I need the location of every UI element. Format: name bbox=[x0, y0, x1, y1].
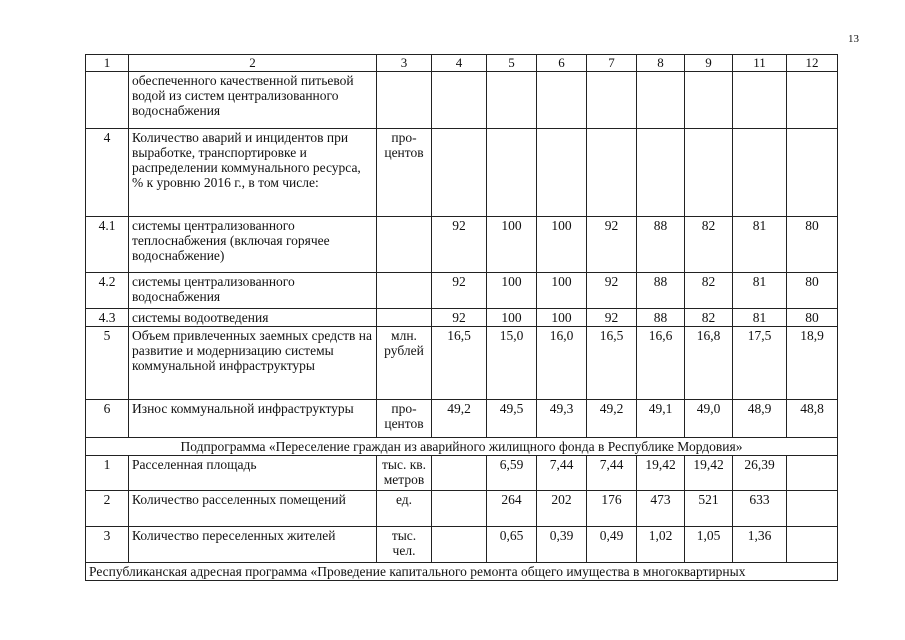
value-cell: 19,42 bbox=[685, 456, 733, 491]
value-cell: 7,44 bbox=[587, 456, 637, 491]
value-cell: 7,44 bbox=[537, 456, 587, 491]
value-cell bbox=[432, 456, 487, 491]
value-cell: 81 bbox=[733, 217, 787, 273]
value-cell: 6,59 bbox=[487, 456, 537, 491]
value-cell: 100 bbox=[537, 273, 587, 309]
value-cell: 80 bbox=[787, 309, 838, 327]
value-cell bbox=[733, 129, 787, 217]
row-number-cell: 6 bbox=[86, 400, 129, 438]
value-cell: 100 bbox=[487, 309, 537, 327]
unit-cell bbox=[377, 309, 432, 327]
value-cell bbox=[787, 72, 838, 129]
value-cell: 49,3 bbox=[537, 400, 587, 438]
value-cell: 16,6 bbox=[637, 327, 685, 400]
column-number-cell: 5 bbox=[487, 55, 537, 72]
value-cell bbox=[787, 456, 838, 491]
subprogram-row bbox=[86, 438, 838, 456]
row-number-cell: 4.2 bbox=[86, 273, 129, 309]
value-cell bbox=[787, 491, 838, 527]
header-row bbox=[86, 55, 838, 72]
column-number-cell: 3 bbox=[377, 55, 432, 72]
value-cell: 0,39 bbox=[537, 527, 587, 563]
value-cell bbox=[637, 129, 685, 217]
table-row bbox=[86, 72, 838, 129]
value-cell: 92 bbox=[432, 217, 487, 273]
value-cell: 473 bbox=[637, 491, 685, 527]
value-cell: 1,05 bbox=[685, 527, 733, 563]
row-number-cell: 4.3 bbox=[86, 309, 129, 327]
column-number-cell: 6 bbox=[537, 55, 587, 72]
value-cell: 82 bbox=[685, 273, 733, 309]
indicator-name-cell: Расселенная площадь bbox=[129, 456, 377, 491]
value-cell: 88 bbox=[637, 217, 685, 273]
unit-cell bbox=[377, 217, 432, 273]
value-cell bbox=[587, 72, 637, 129]
value-cell: 82 bbox=[685, 309, 733, 327]
value-cell: 17,5 bbox=[733, 327, 787, 400]
row-number-cell bbox=[86, 72, 129, 129]
value-cell bbox=[685, 72, 733, 129]
value-cell: 633 bbox=[733, 491, 787, 527]
value-cell bbox=[432, 491, 487, 527]
page-number: 13 bbox=[848, 33, 859, 45]
value-cell: 88 bbox=[637, 309, 685, 327]
value-cell: 1,02 bbox=[637, 527, 685, 563]
value-cell: 48,9 bbox=[733, 400, 787, 438]
column-number-cell: 1 bbox=[86, 55, 129, 72]
value-cell bbox=[537, 72, 587, 129]
row-number-cell: 4 bbox=[86, 129, 129, 217]
value-cell: 202 bbox=[537, 491, 587, 527]
value-cell: 0,49 bbox=[587, 527, 637, 563]
indicator-name-cell: Количество расселенных помещений bbox=[129, 491, 377, 527]
table-body bbox=[86, 55, 838, 581]
value-cell: 16,5 bbox=[587, 327, 637, 400]
value-cell bbox=[432, 72, 487, 129]
value-cell: 16,8 bbox=[685, 327, 733, 400]
value-cell: 18,9 bbox=[787, 327, 838, 400]
value-cell: 16,5 bbox=[432, 327, 487, 400]
value-cell bbox=[537, 129, 587, 217]
column-number-cell: 11 bbox=[733, 55, 787, 72]
value-cell: 0,65 bbox=[487, 527, 537, 563]
value-cell bbox=[487, 72, 537, 129]
table-row bbox=[86, 273, 838, 309]
value-cell: 80 bbox=[787, 273, 838, 309]
value-cell: 19,42 bbox=[637, 456, 685, 491]
value-cell: 49,1 bbox=[637, 400, 685, 438]
indicator-name-cell: системы централизованного теплоснабжения (включая горячее водоснабжение) bbox=[129, 217, 377, 273]
value-cell bbox=[733, 72, 787, 129]
table-row bbox=[86, 309, 838, 327]
table-row bbox=[86, 456, 838, 491]
row-number-cell: 1 bbox=[86, 456, 129, 491]
value-cell: 49,2 bbox=[432, 400, 487, 438]
indicator-name-cell: Количество переселенных жителей bbox=[129, 527, 377, 563]
value-cell: 176 bbox=[587, 491, 637, 527]
value-cell bbox=[787, 527, 838, 563]
row-number-cell: 2 bbox=[86, 491, 129, 527]
indicator-name-cell: системы водоотведения bbox=[129, 309, 377, 327]
value-cell: 88 bbox=[637, 273, 685, 309]
value-cell bbox=[587, 129, 637, 217]
program-row bbox=[86, 563, 838, 581]
value-cell: 92 bbox=[587, 273, 637, 309]
column-number-cell: 4 bbox=[432, 55, 487, 72]
indicator-name-cell: системы централизованного водоснабжения bbox=[129, 273, 377, 309]
row-number-cell: 5 bbox=[86, 327, 129, 400]
indicator-name-cell: обеспеченного качественной питьевой водой из систем централизованного водоснабжения bbox=[129, 72, 377, 129]
row-number-cell: 4.1 bbox=[86, 217, 129, 273]
value-cell: 49,0 bbox=[685, 400, 733, 438]
value-cell: 1,36 bbox=[733, 527, 787, 563]
value-cell bbox=[637, 72, 685, 129]
value-cell: 15,0 bbox=[487, 327, 537, 400]
value-cell bbox=[487, 129, 537, 217]
row-number-cell: 3 bbox=[86, 527, 129, 563]
column-number-cell: 9 bbox=[685, 55, 733, 72]
indicators-table bbox=[85, 54, 838, 581]
value-cell: 81 bbox=[733, 309, 787, 327]
value-cell: 100 bbox=[537, 217, 587, 273]
unit-cell: про-центов bbox=[377, 400, 432, 438]
column-number-cell: 2 bbox=[129, 55, 377, 72]
value-cell: 92 bbox=[587, 309, 637, 327]
table-row bbox=[86, 527, 838, 563]
unit-cell: тыс. кв. метров bbox=[377, 456, 432, 491]
value-cell bbox=[787, 129, 838, 217]
value-cell bbox=[432, 129, 487, 217]
table-row bbox=[86, 129, 838, 217]
value-cell: 264 bbox=[487, 491, 537, 527]
unit-cell bbox=[377, 72, 432, 129]
value-cell: 100 bbox=[487, 273, 537, 309]
column-number-cell: 8 bbox=[637, 55, 685, 72]
value-cell: 48,8 bbox=[787, 400, 838, 438]
value-cell: 82 bbox=[685, 217, 733, 273]
unit-cell: тыс. чел. bbox=[377, 527, 432, 563]
value-cell: 81 bbox=[733, 273, 787, 309]
value-cell: 92 bbox=[587, 217, 637, 273]
value-cell bbox=[432, 527, 487, 563]
unit-cell: ед. bbox=[377, 491, 432, 527]
value-cell: 100 bbox=[487, 217, 537, 273]
value-cell: 16,0 bbox=[537, 327, 587, 400]
unit-cell: млн. рублей bbox=[377, 327, 432, 400]
value-cell: 49,2 bbox=[587, 400, 637, 438]
table-row bbox=[86, 217, 838, 273]
value-cell bbox=[685, 129, 733, 217]
column-number-cell: 12 bbox=[787, 55, 838, 72]
column-number-cell: 7 bbox=[587, 55, 637, 72]
indicator-name-cell: Износ коммунальной инфраструктуры bbox=[129, 400, 377, 438]
value-cell: 80 bbox=[787, 217, 838, 273]
unit-cell: про-центов bbox=[377, 129, 432, 217]
indicator-name-cell: Объем привлеченных заемных средств на развитие и модернизацию системы коммунальной инфраструктуры bbox=[129, 327, 377, 400]
table-row bbox=[86, 491, 838, 527]
indicator-name-cell: Количество аварий и инцидентов при выработке, транспортировке и распределении коммунального ресурса, % к уровню 2016 г., в том числе: bbox=[129, 129, 377, 217]
value-cell: 92 bbox=[432, 273, 487, 309]
value-cell: 521 bbox=[685, 491, 733, 527]
table-row bbox=[86, 327, 838, 400]
value-cell: 92 bbox=[432, 309, 487, 327]
subprogram-title: Подпрограмма «Переселение граждан из аварийного жилищного фонда в Республике Мордовия» bbox=[86, 438, 838, 456]
value-cell: 26,39 bbox=[733, 456, 787, 491]
value-cell: 100 bbox=[537, 309, 587, 327]
unit-cell bbox=[377, 273, 432, 309]
program-title: Республиканская адресная программа «Проведение капитального ремонта общего имущества в многоквартирных bbox=[86, 563, 838, 581]
value-cell: 49,5 bbox=[487, 400, 537, 438]
table-row bbox=[86, 400, 838, 438]
